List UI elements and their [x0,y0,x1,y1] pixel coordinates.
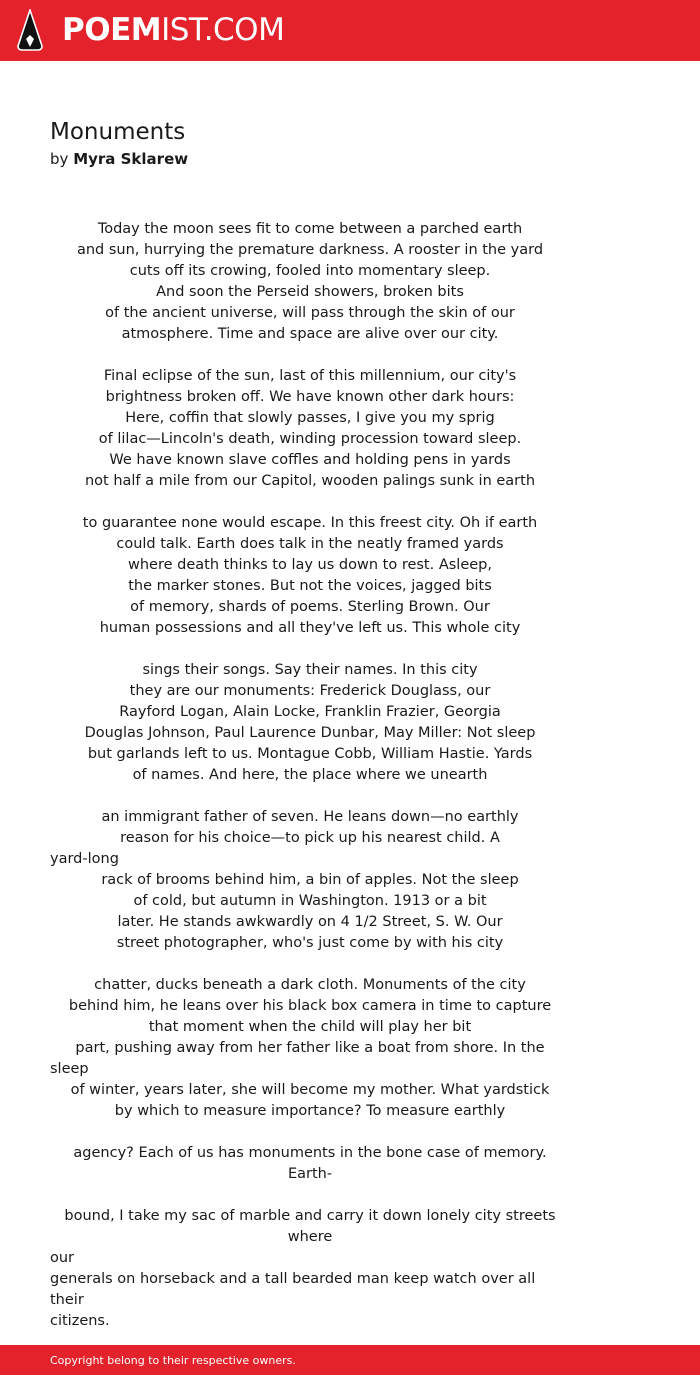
poem-stanza [50,1143,570,1185]
poem-line: of winter, years later, she will become my mother. What yardstick [70,1082,550,1098]
poem-author[interactable]: Myra Sklarew [73,150,189,168]
poem-byline [50,149,188,169]
poem-line: brightness broken off. We have known other dark hours: [105,389,515,405]
poem-line: rack of brooms behind him, a bin of apples. Not the sleep [101,872,519,888]
poem-stanza [50,513,570,639]
poem-line: of memory, shards of poems. Sterling Brown. Our [130,599,490,615]
poem-line: yard-long [50,851,119,867]
byline-prefix: by [50,150,69,168]
poem-line: but garlands left to us. Montague Cobb, William Hastie. Yards [87,746,533,762]
poem-line: Today the moon sees fit to come between a parched earth [97,221,523,237]
poem-line: where death thinks to lay us down to rest. Asleep, [128,557,492,573]
poem-line: citizens. [50,1313,110,1329]
poem-line: the marker stones. But not the voices, jagged bits [128,578,492,594]
poem-line: and sun, hurrying the premature darkness. A rooster in the yard [76,242,544,258]
poem-stanza [50,660,570,786]
poem-line: not half a mile from our Capitol, wooden palings sunk in earth [84,473,536,489]
poem-line: part, pushing away from her father like a boat from shore. In the [75,1040,545,1056]
site-header [0,0,700,61]
poem-line: they are our monuments: Frederick Douglass, our [129,683,491,699]
pen-nib-icon[interactable] [17,9,43,51]
poem-line: later. He stands awkwardly on 4 1/2 Street, S. W. Our [117,914,503,930]
poem-line: an immigrant father of seven. He leans down—no earthly [101,809,519,825]
poem-line: reason for his choice—to pick up his nearest child. A [120,830,500,846]
poem-line: sings their songs. Say their names. In this city [142,662,478,678]
poem-line: human possessions and all they've left us. This whole city [99,620,521,636]
poem-title: Monuments [50,119,186,145]
poem-line: street photographer, who's just come by with his city [116,935,504,951]
poem-stanza [50,807,570,954]
poem-stanza [50,1206,570,1332]
poem-line: our [50,1250,75,1266]
poem-stanza [50,219,570,345]
poem-line: of lilac—Lincoln's death, winding procession toward sleep. [98,431,522,447]
poem-line: cuts off its crowing, fooled into momentary sleep. [129,263,491,279]
poem-line: to guarantee none would escape. In this freest city. Oh if earth [82,515,538,531]
site-footer [0,1345,700,1375]
brand-bold: POEM [62,12,162,48]
poem-body [50,219,570,1353]
poem-line: Rayford Logan, Alain Locke, Franklin Frazier, Georgia [119,704,501,720]
copyright-text: Copyright belong to their respective owners. [50,1354,296,1367]
poem-line: by which to measure importance? To measure earthly [114,1103,506,1119]
poem-line: of cold, but autumn in Washington. 1913 or a bit [133,893,487,909]
poem-line: of the ancient universe, will pass through the skin of our [105,305,515,321]
poem-line: agency? Each of us has monuments in the bone case of memory. Earth- [73,1145,547,1182]
poem-line: that moment when the child will play her bit [148,1019,472,1035]
poem-stanza [50,366,570,492]
poem-stanza [50,975,570,1122]
poem-line: could talk. Earth does talk in the neatly framed yards [116,536,504,552]
poem-line: And soon the Perseid showers, broken bits [156,284,464,300]
site-logo-text[interactable] [62,11,284,49]
poem-line: behind him, he leans over his black box camera in time to capture [68,998,552,1014]
poem-line: sleep [50,1061,89,1077]
poem-line: of names. And here, the place where we unearth [132,767,488,783]
poem-line: Douglas Johnson, Paul Laurence Dunbar, May Miller: Not sleep [84,725,536,741]
poem-line: We have known slave coffles and holding pens in yards [109,452,511,468]
poem-line: chatter, ducks beneath a dark cloth. Monuments of the city [94,977,526,993]
poem-line: bound, I take my sac of marble and carry it down lonely city streets where [64,1208,556,1245]
poem-line: atmosphere. Time and space are alive over our city. [121,326,499,342]
poem-line: Final eclipse of the sun, last of this millennium, our city's [103,368,517,384]
poem-line: Here, coffin that slowly passes, I give you my sprig [125,410,495,426]
brand-light: IST.COM [161,12,285,48]
poem-line: generals on horseback and a tall bearded man keep watch over all their [50,1271,536,1308]
